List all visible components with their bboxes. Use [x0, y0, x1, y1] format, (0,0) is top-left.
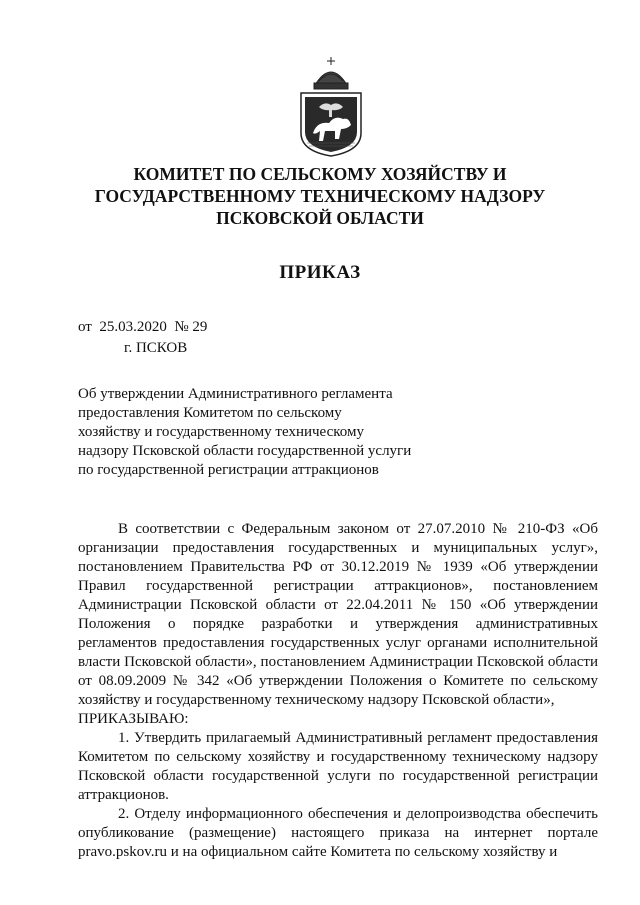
subject-line-5: по государственной регистрации аттракционов [78, 462, 379, 478]
subject-line-3: хозяйству и государственному техническому [78, 424, 364, 440]
subject-line-2: предоставления Комитетом по сельскому [78, 405, 342, 421]
city: г. ПСКОВ [124, 340, 188, 356]
document-body [78, 520, 598, 862]
document-subject [78, 385, 438, 480]
order-word: ПРИКАЗЫВАЮ: [78, 711, 189, 727]
order-item-2: 2. Отделу информационного обеспечения и делопроизводства обеспечить опубликование (размещение) настоящего приказа на интернет портале pravo.pskov.ru и на официальном сайте Комитета по сельскому хозяйству и [78, 806, 598, 860]
document-meta [78, 317, 207, 359]
document-type-title: ПРИКАЗ [279, 262, 361, 283]
date-and-number: от 25.03.2020 № 29 [78, 319, 208, 335]
org-name-line-2: ГОСУДАРСТВЕННОМУ ТЕХНИЧЕСКОМУ НАДЗОРУ [94, 186, 546, 206]
order-item-1: 1. Утвердить прилагаемый Административный регламент предоставления Комитетом по сельскому хозяйству и государственному техническому надзору Псковской области государственной услуги по государственной регистрации аттракционов. [78, 730, 598, 803]
preamble-paragraph: В соответствии с Федеральным законом от 27.07.2010 № 210-ФЗ «Об организации предоставления государственных и муниципальных услуг», постановлением Правительства РФ от 30.12.2019 № 1939 «Об утверждении Правил государственной регистрации аттракционов», постановлением Администрации Псковской области от 22.04.2011 № 150 «Об утверждении Положения о порядке разработки и утверждения административных регламентов предоставления государственных услуг органами исполнительной власти Псковской области», постановлением Администрации Псковской области от 08.09.2009 № 342 «Об утверждении Положения о Комитете по сельскому хозяйству и государственному техническому надзору Псковской области», [78, 521, 598, 708]
org-name-line-1: КОМИТЕТ ПО СЕЛЬСКОМУ ХОЗЯЙСТВУ И [133, 164, 507, 184]
organization-name [0, 163, 640, 229]
subject-line-4: надзору Псковской области государственной услуги [78, 443, 412, 459]
org-name-line-3: ПСКОВСКОЙ ОБЛАСТИ [216, 208, 424, 228]
subject-line-1: Об утверждении Административного регламента [78, 386, 393, 402]
pskov-coat-of-arms-icon [295, 55, 367, 157]
